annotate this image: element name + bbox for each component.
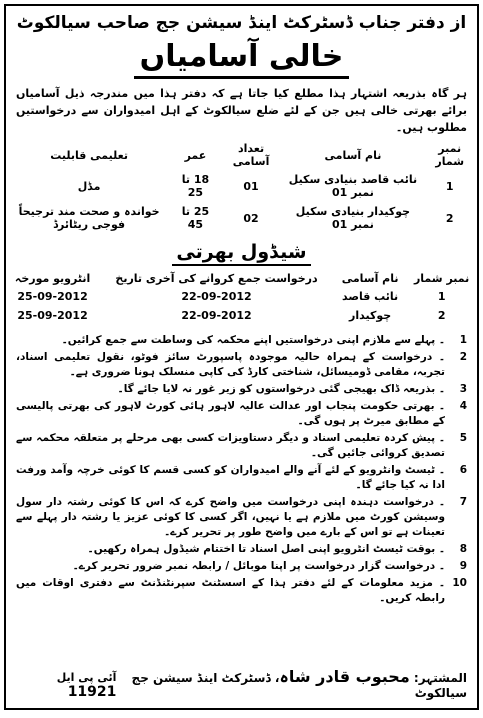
list-item xyxy=(16,495,467,540)
posts-serial: 2 xyxy=(445,211,454,225)
schedule-col-serial: نمبر شمار xyxy=(413,272,470,285)
advertiser-name: محبوب قادر شاہ xyxy=(279,667,410,686)
condition-number: 3 xyxy=(459,383,467,395)
schedule-col-interview: انٹرویو مورخہ xyxy=(14,272,91,285)
list-item xyxy=(16,463,467,493)
advertiser-block: المشتہر: محبوب قادر شاہ، ڈسٹرکٹ اینڈ سیشن جج سیالکوٹ xyxy=(131,667,467,700)
schedule-title: شیڈول بھرتی xyxy=(172,240,310,266)
table-row xyxy=(6,287,477,306)
advertiser-label: المشتہر: xyxy=(413,671,467,685)
posts-qualification: خواندہ و صحت مند ترجیحاً فوجی ریٹائرڈ xyxy=(18,205,160,231)
condition-number: 10 xyxy=(452,577,467,589)
conditions-list xyxy=(16,333,467,606)
condition-number: 5 xyxy=(459,432,467,444)
list-item xyxy=(16,350,467,380)
list-item xyxy=(16,576,467,606)
list-item xyxy=(16,382,467,397)
schedule-post: نائب قاصد xyxy=(342,290,399,303)
ipl-code: 11921 xyxy=(67,684,117,700)
posts-age: 25 تا 45 xyxy=(181,205,210,231)
posts-count: 02 xyxy=(243,211,259,225)
condition-text: ۔ بذریعہ ڈاک بھیجی گئی درخواستوں کو زیر غور نہ لایا جائے گا۔ xyxy=(117,383,445,395)
condition-number: 9 xyxy=(459,560,467,572)
condition-text: ۔ ٹیسٹ وانٹرویو کے لئے آنے والے امیدواران کو کسی قسم کا کوئی خرچہ وآمد ورفت ادا نہ کیا جائے گا۔ xyxy=(16,464,445,491)
list-item xyxy=(16,542,467,557)
schedule-interview: 25-09-2012 xyxy=(17,309,88,322)
schedule-col-post: نام آسامی xyxy=(341,272,399,285)
schedule-table-header xyxy=(6,270,477,287)
posts-post: چوکیدار بنیادی سکیل نمبر 01 xyxy=(295,205,411,231)
list-item xyxy=(16,333,467,348)
condition-number: 6 xyxy=(459,464,467,476)
advertiser-title: ڈسٹرکٹ اینڈ سیشن جج سیالکوٹ xyxy=(131,671,467,700)
condition-text: ۔ درخواست دہندہ اپنی درخواست میں واضح کرے کہ اس کا کوئی رشتہ دار سول وسیشن کورٹ میں ملازم ہے یا نہیں، اگر کسی کا کوئی عزیز یا رشتہ دار پہلے سے تعینات ہے تو اس کے بارے میں واضح طور پر تحریر کرے۔ xyxy=(16,496,445,538)
condition-text: ۔ مزید معلومات کے لئے دفتر ہذا کے اسسٹنٹ سپرنٹنڈنٹ سے دفتری اوقات میں رابطہ کریں۔ xyxy=(16,577,445,604)
condition-text: ۔ درخواست کے ہمراہ حالیہ موجودہ پاسپورٹ سائز فوٹو، نقول تعلیمی اسناد، تجربہ، مقامی ڈومیسائل، شناختی کارڈ کی کاپی منسلک ہونا ضروری ہے۔ xyxy=(16,351,445,378)
posts-col-qualification: تعلیمی قابلیت xyxy=(50,148,128,162)
posts-serial: 1 xyxy=(445,179,454,193)
list-item xyxy=(16,431,467,461)
posts-col-count: تعداد آسامی xyxy=(232,142,270,168)
footer xyxy=(16,667,467,700)
posts-age: 18 تا 25 xyxy=(181,173,210,199)
intro-paragraph: ہر گاہ بذریعہ اشتہار ہذا مطلع کیا جاتا ہے کہ دفتر ہذا میں مندرجہ ذیل آسامیاں برائے بھرتی خالی ہیں جن کے لئے ضلع سیالکوٹ کے اہل امیدواران سے درخواستیں مطلوب ہیں۔ xyxy=(16,87,467,134)
schedule-interview: 25-09-2012 xyxy=(17,290,88,303)
condition-number: 2 xyxy=(459,351,467,363)
condition-number: 1 xyxy=(459,334,467,346)
posts-table-header xyxy=(6,140,477,170)
ipl-label: آئی پی ایل xyxy=(56,671,117,684)
posts-post: نائب قاصد بنیادی سکیل نمبر 01 xyxy=(288,173,418,199)
table-row xyxy=(6,170,477,202)
schedule-deadline: 22-09-2012 xyxy=(181,290,252,303)
condition-text: ۔ درخواست گزار درخواست پر اپنا موبائل / رابطہ نمبر ضرور تحریر کرے۔ xyxy=(72,560,445,572)
schedule-col-deadline: درخواست جمع کروانے کی آخری تاریخ xyxy=(115,272,318,285)
schedule-serial: 1 xyxy=(437,290,446,303)
ipl-block xyxy=(16,671,116,700)
list-item xyxy=(16,399,467,429)
office-header: از دفتر جناب ڈسٹرکٹ اینڈ سیشن جج صاحب سیالکوٹ xyxy=(16,13,467,33)
condition-text: ۔ بوقت ٹیسٹ انٹرویو اپنی اصل اسناد تا اختتام شیڈول ہمراہ رکھیں۔ xyxy=(87,543,445,555)
posts-col-age: عمر xyxy=(184,148,207,162)
condition-text: ۔ پہلے سے ملازم اپنی درخواستیں اپنے محکمہ کی وساطت سے جمع کرائیں۔ xyxy=(61,334,445,346)
condition-text: ۔ پیش کردہ تعلیمی اسناد و دیگر دستاویزات کسی بھی مرحلے پر متعلقہ محکمہ سے تصدیق کروائی جائیں گی۔ xyxy=(16,432,445,459)
advertisement-page xyxy=(4,4,479,710)
table-row xyxy=(6,202,477,234)
condition-number: 7 xyxy=(459,496,467,508)
schedule-deadline: 22-09-2012 xyxy=(181,309,252,322)
posts-col-serial: نمبر شمار xyxy=(435,142,465,168)
schedule-serial: 2 xyxy=(437,309,446,322)
schedule-title-container xyxy=(6,240,477,266)
list-item xyxy=(16,559,467,574)
schedule-post: چوکیدار xyxy=(349,309,392,322)
schedule-table xyxy=(6,270,477,325)
posts-qualification: مڈل xyxy=(77,179,101,193)
posts-count: 01 xyxy=(243,179,259,193)
posts-col-post: نام آسامی xyxy=(324,148,382,162)
table-row xyxy=(6,306,477,325)
condition-text: ۔ بھرتی حکومت پنجاب اور عدالت عالیہ لاہور ہائی کورٹ لاہور کی بھرتی پالیسی کے مطابق میرٹ پر ہوں گی۔ xyxy=(16,400,445,427)
page-title: خالی آسامیاں xyxy=(134,38,350,79)
posts-table xyxy=(6,140,477,234)
title-container xyxy=(6,38,477,79)
condition-number: 4 xyxy=(459,400,467,412)
condition-number: 8 xyxy=(459,543,467,555)
